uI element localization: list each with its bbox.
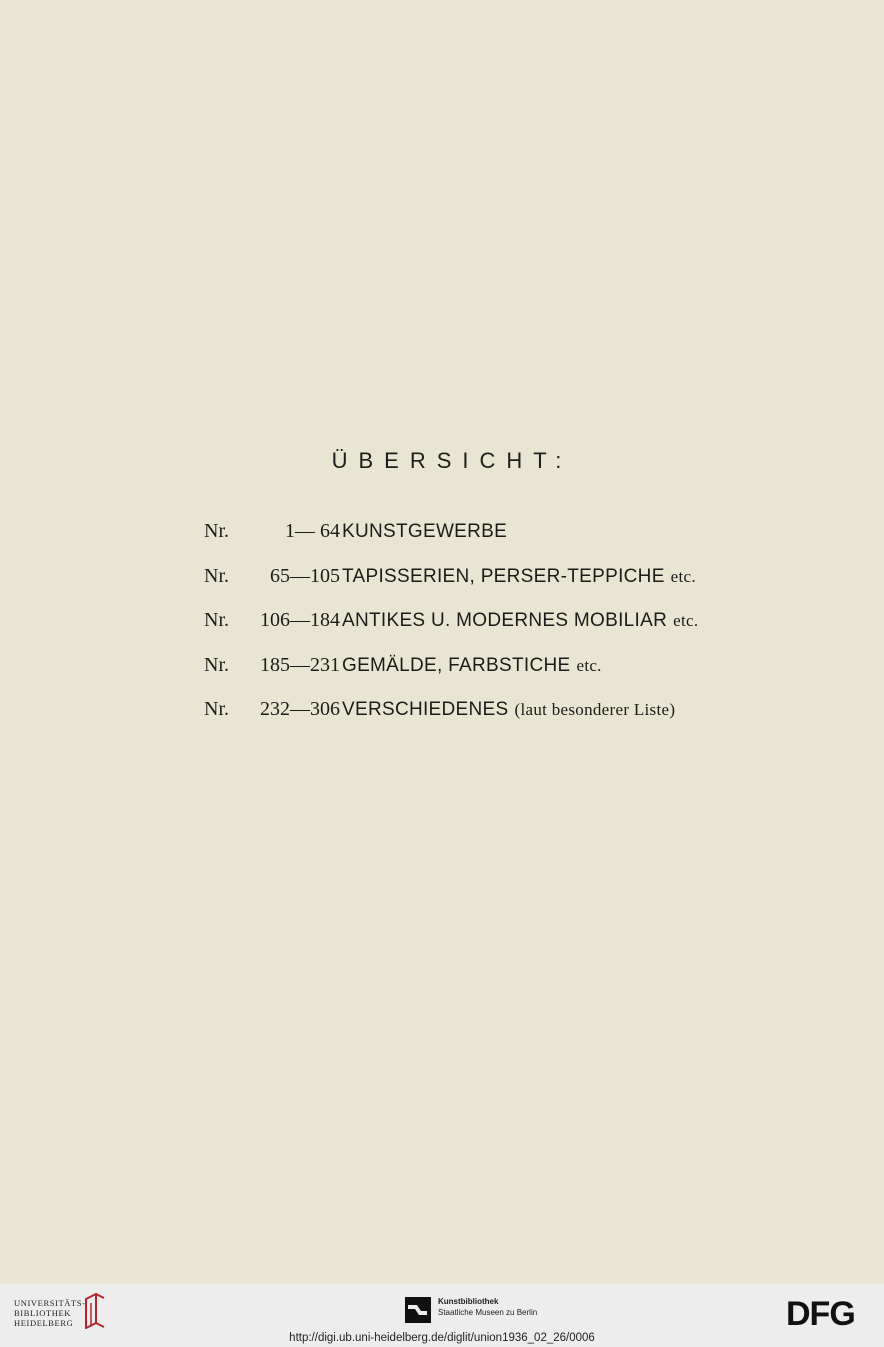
toc-entry [204, 609, 784, 654]
toc-label: TAPISSERIEN, PERSER-TEPPICHE etc. [342, 565, 696, 587]
viewer-footer [0, 1284, 884, 1347]
svg-text:DFG: DFG [786, 1298, 855, 1328]
university-library-logo[interactable]: UNIVERSITÄTS- BIBLIOTHEK HEIDELBERG [14, 1298, 86, 1328]
page-title: ÜBERSICHT: [331, 448, 573, 473]
toc-label: ANTIKES U. MODERNES MOBILIAR etc. [342, 610, 699, 632]
toc-label: GEMÄLDE, FARBSTICHE etc. [342, 654, 602, 676]
toc-number: Nr. 65—105 [204, 564, 340, 587]
kunstbibliothek-logo: Kunstbibliothek Staatliche Museen zu Berlin [438, 1297, 538, 1317]
toc-number: Nr. 232—306 [204, 698, 340, 721]
toc-entry [204, 654, 784, 699]
university-logo-icon [82, 1293, 106, 1329]
toc-number: Nr. 185—231 [204, 653, 340, 676]
toc-number: Nr. 1— 64 [204, 520, 340, 542]
toc-entry [204, 520, 784, 565]
toc-number: Nr. 106—184 [204, 609, 340, 632]
toc-label: VERSCHIEDENES (laut besonderer Liste) [342, 699, 676, 721]
permalink-url[interactable]: http://digi.ub.uni-heidelberg.de/diglit/union1936_02_26/0006 [289, 1332, 595, 1344]
toc-entry [204, 698, 784, 743]
dfg-logo[interactable] [786, 1298, 872, 1328]
table-of-contents [204, 520, 784, 743]
toc-entry [204, 565, 784, 610]
toc-label: KUNSTGEWERBE [342, 521, 508, 542]
kunstbibliothek-logo-icon[interactable] [405, 1297, 431, 1323]
